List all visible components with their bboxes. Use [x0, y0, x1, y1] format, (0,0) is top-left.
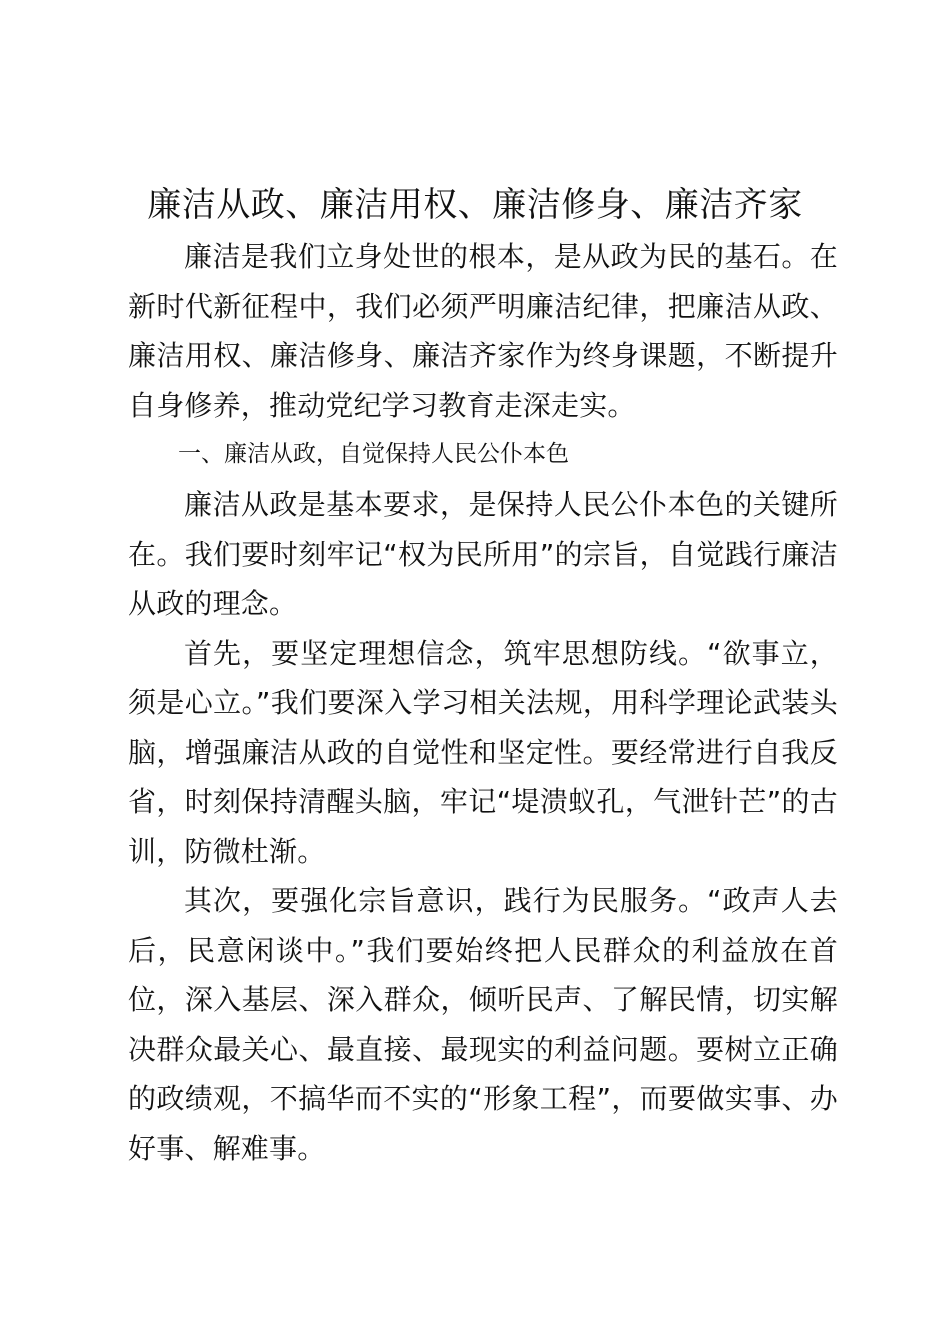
section-paragraph: 廉洁从政是基本要求，是保持人民公仆本色的关键所在。我们要时刻牢记“权为民所用”的宗旨，自觉践行廉洁从政的理念。 [128, 488, 838, 620]
document-title: 廉洁从政、廉洁用权、廉洁修身、廉洁齐家 [147, 185, 803, 225]
section-heading: 一、廉洁从政，自觉保持人民公仆本色 [178, 441, 569, 467]
section-paragraph: 首先，要坚定理想信念，筑牢思想防线。“欲事立，须是心立。”我们要深入学习相关法规，用科学理论武装头脑，增强廉洁从政的自觉性和坚定性。要经常进行自我反省，时刻保持清醒头脑，牢记“堤溃蚁孔，气泄针芒”的古训，防微杜渐。 [128, 636, 838, 868]
intro-paragraph: 廉洁是我们立身处世的根本，是从政为民的基石。在新时代新征程中，我们必须严明廉洁纪律，把廉洁从政、廉洁用权、廉洁修身、廉洁齐家作为终身课题，不断提升自身修养，推动党纪学习教育走深走实。 [128, 240, 838, 422]
section-paragraph: 其次，要强化宗旨意识，践行为民服务。“政声人去后，民意闲谈中。”我们要始终把人民群众的利益放在首位，深入基层、深入群众，倾听民声、了解民情，切实解决群众最关心、最直接、最现实的利益问题。要树立正确的政绩观，不搞华而不实的“形象工程”，而要做实事、办好事、解难事。 [128, 884, 838, 1165]
document-body [128, 232, 838, 1173]
